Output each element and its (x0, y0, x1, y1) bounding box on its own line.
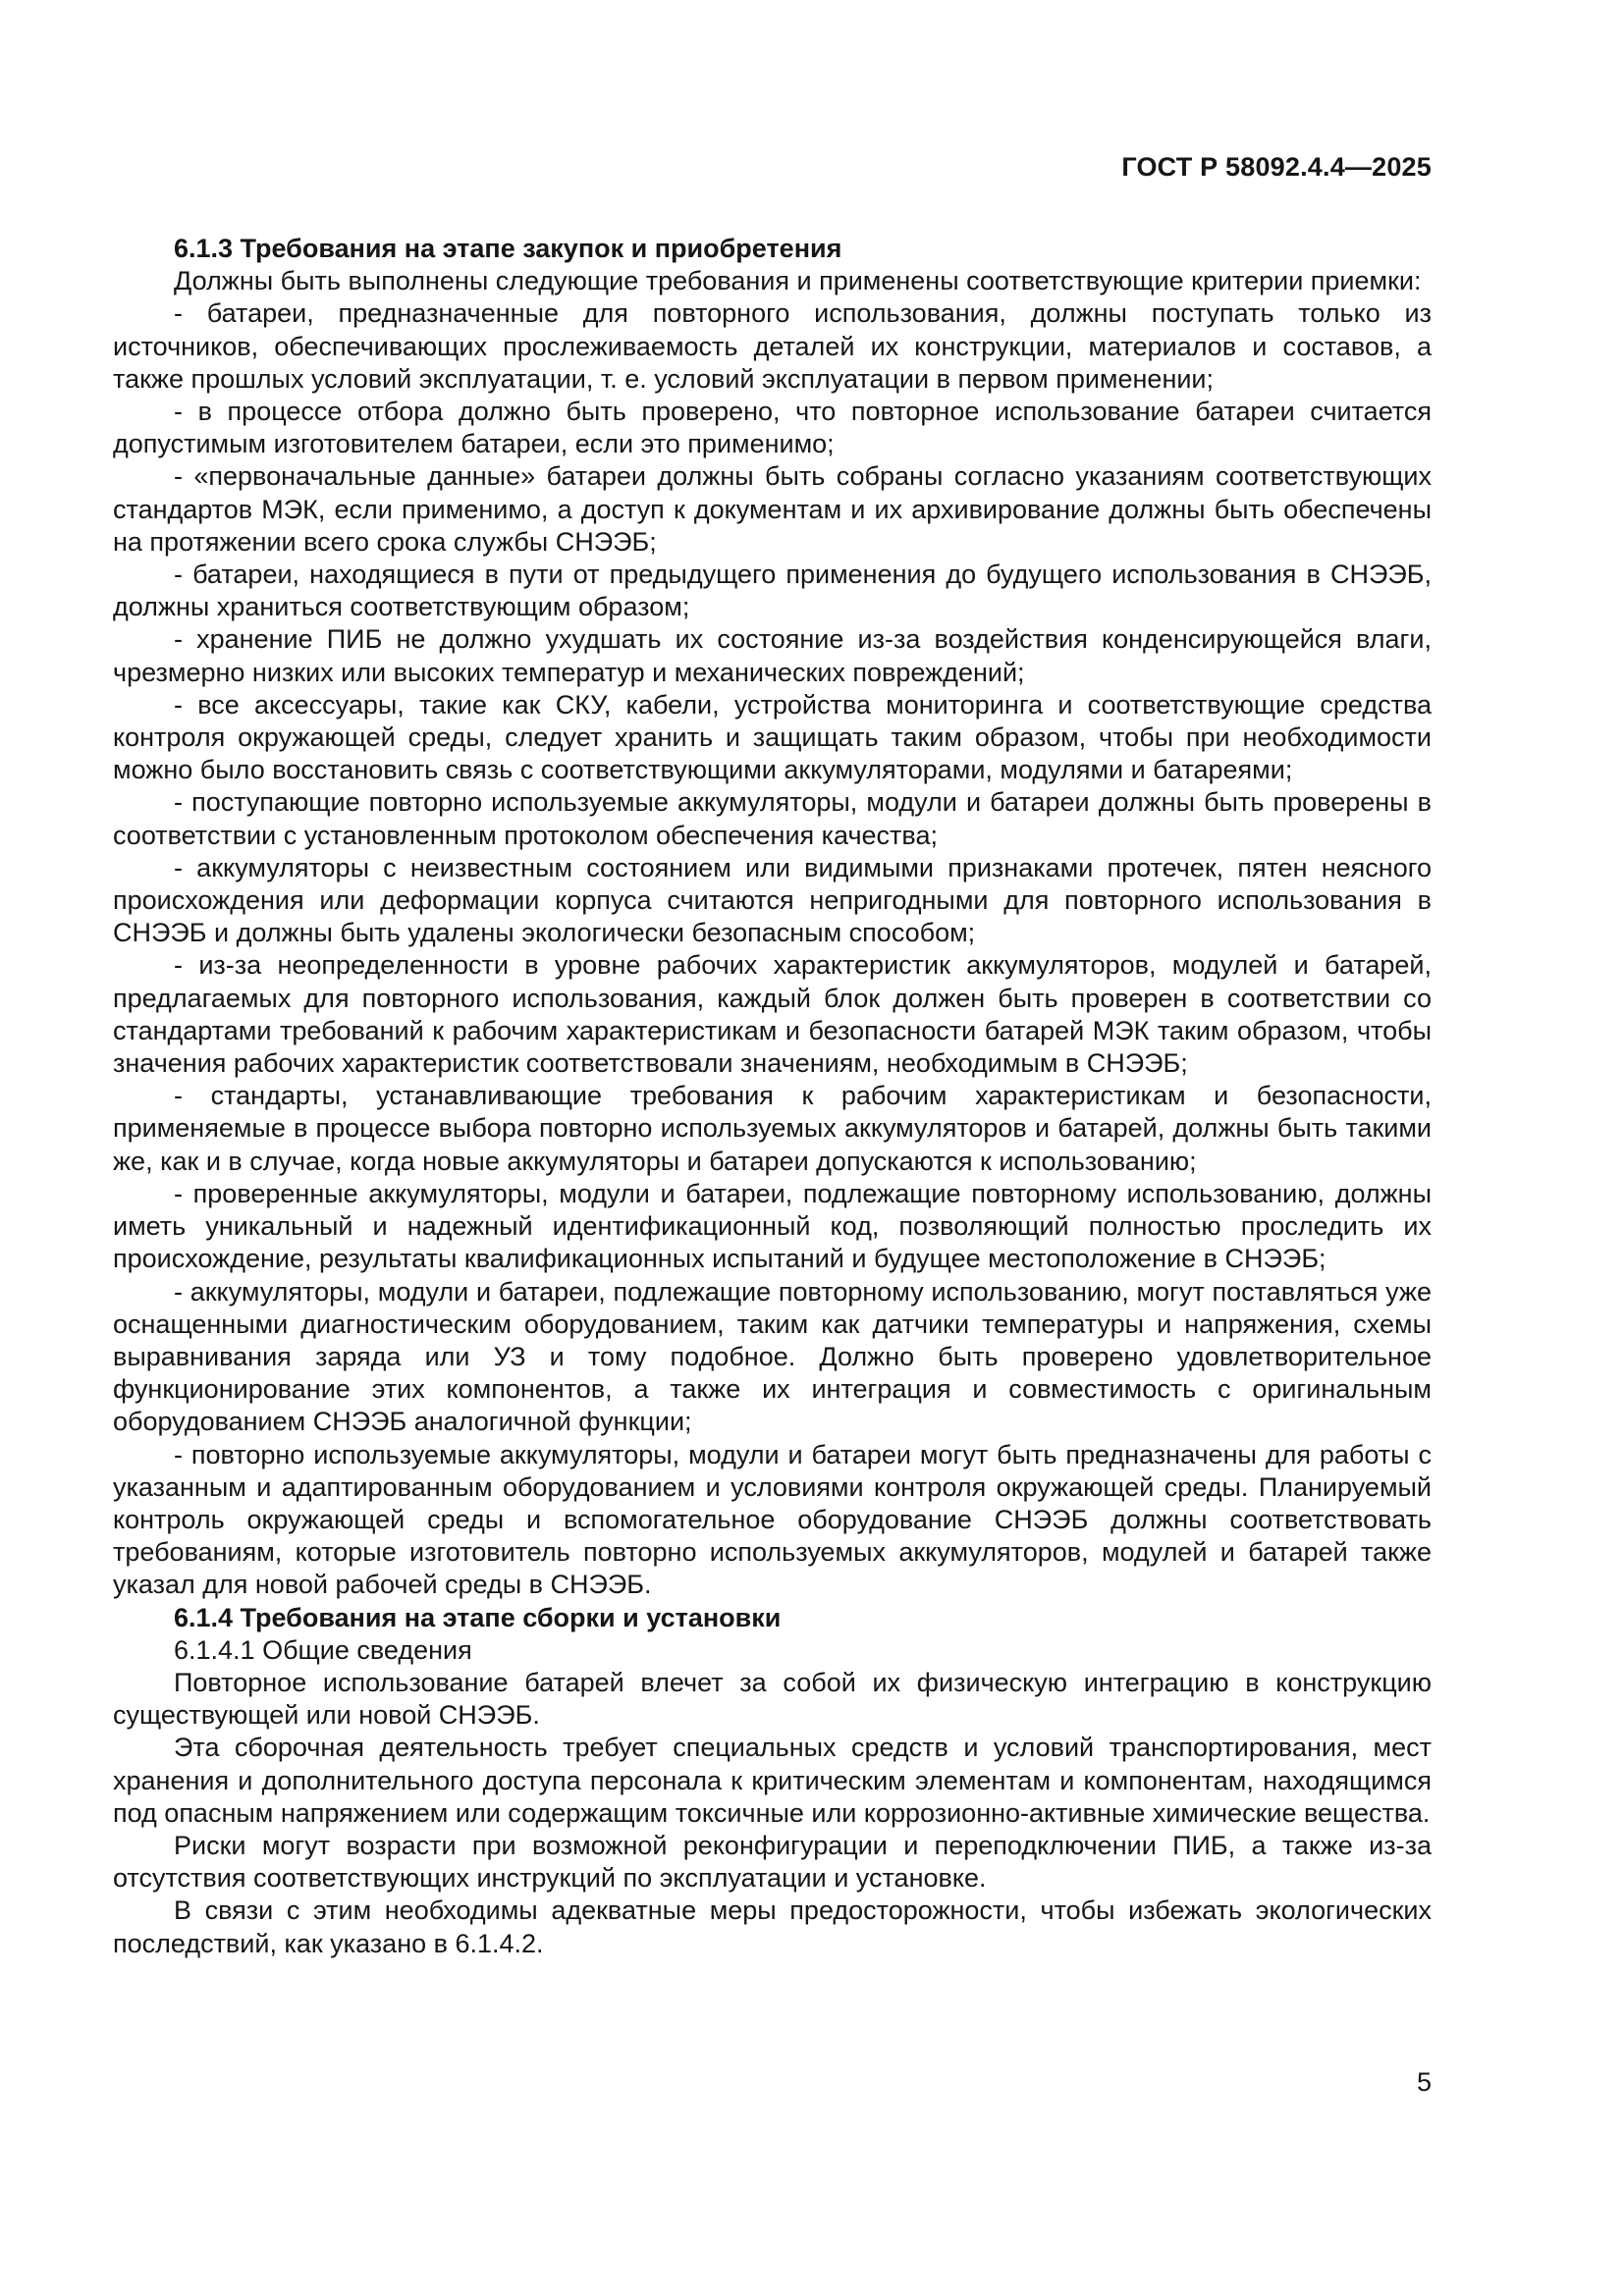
paragraph: - поступающие повторно используемые аккумуляторы, модули и батареи должны быть проверены в соответствии с установленным протоколом обеспечения качества; (113, 787, 1432, 850)
paragraph: - повторно используемые аккумуляторы, модули и батареи могут быть предназначены для работы с указанным и адаптированным оборудованием и условиями контроля окружающей среды. Планируемый контроль окружающей среды и вспомогательное оборудование СНЭЭБ должны соответствовать требованиям, которые изготовитель повторно используемых аккумуляторов, модулей и батарей также указал для новой рабочей среды в СНЭЭБ. (113, 1439, 1432, 1600)
paragraph: Должны быть выполнены следующие требования и применены соответствующие критерии приемки: (174, 266, 1422, 296)
page-number: 5 (1416, 2067, 1432, 2097)
standard-code-header: ГОСТ Р 58092.4.4—2025 (1121, 152, 1432, 182)
paragraph: - из-за неопределенности в уровне рабочих характеристик аккумуляторов, модулей и батарей, предлагаемых для повторного использования, каждый блок должен быть проверен в соответствии со стандартами требований к рабочим характеристикам и безопасности батарей МЭК таким образом, чтобы значения рабочих характеристик соответствовали значениям, необходимым в СНЭЭБ; (113, 950, 1432, 1079)
document-body (113, 233, 1432, 1960)
paragraph: - аккумуляторы с неизвестным состоянием или видимыми признаками протечек, пятен неясного происхождения или деформации корпуса считаются непригодными для повторного использования в СНЭЭБ и должны быть удалены экологически безопасным способом; (113, 852, 1432, 948)
paragraph: - все аксессуары, такие как СКУ, кабели, устройства мониторинга и соответствующие средства контроля окружающей среды, следует хранить и защищать таким образом, чтобы при необходимости можно было восстановить связь с соответствующими аккумуляторами, модулями и батареями; (113, 689, 1432, 785)
paragraph: - аккумуляторы, модули и батареи, подлежащие повторному использованию, могут поставляться уже оснащенными диагностическим оборудованием, таким как датчики температуры и напряжения, схемы выравнивания заряда или УЗ и тому подобное. Должно быть проверено удовлетворительное функционирование этих компонентов, а также их интеграция и совместимость с оригинальным оборудованием СНЭЭБ аналогичной функции; (113, 1276, 1432, 1437)
paragraph: - батареи, находящиеся в пути от предыдущего применения до будущего использования в СНЭЭБ, должны храниться соответствующим образом; (113, 560, 1432, 622)
paragraph: - хранение ПИБ не должно ухудшать их состояние из-за воздействия конденсирующейся влаги, чрезмерно низких или высоких температур и механических повреждений; (113, 624, 1432, 687)
paragraph: Эта сборочная деятельность требует специальных средств и условий транспортирования, мест хранения и дополнительного доступа персонала к критическим элементам и компонентам, находящимся под опасным напряжением или содержащим токсичные или коррозионно-активные химические вещества. (113, 1733, 1432, 1828)
paragraph: - батареи, предназначенные для повторного использования, должны поступать только из источников, обеспечивающих прослеживаемость деталей их конструкции, материалов и составов, а также прошлых условий эксплуатации, т. е. условий эксплуатации в первом применении; (113, 298, 1432, 394)
section-heading: 6.1.4 Требования на этапе сборки и установки (174, 1602, 782, 1632)
paragraph: - проверенные аккумуляторы, модули и батареи, подлежащие повторному использованию, должны иметь уникальный и надежный идентификационный код, позволяющий полностью проследить их происхождение, результаты квалификационных испытаний и будущее местоположение в СНЭЭБ; (113, 1178, 1432, 1274)
paragraph: - стандарты, устанавливающие требования к рабочим характеристикам и безопасности, применяемые в процессе выбора повторно используемых аккумуляторов и батарей, должны быть такими же, как и в случае, когда новые аккумуляторы и батареи допускаются к использованию; (113, 1081, 1432, 1176)
paragraph: - в процессе отбора должно быть проверено, что повторное использование батареи считается допустимым изготовителем батареи, если это применимо; (113, 397, 1432, 459)
paragraph: Повторное использование батарей влечет за собой их физическую интеграцию в конструкцию существующей или новой СНЭЭБ. (113, 1667, 1432, 1731)
paragraph: 6.1.4.1 Общие сведения (174, 1634, 472, 1665)
paragraph: - «первоначальные данные» батареи должны быть собраны согласно указаниям соответствующих стандартов МЭК, если применимо, а доступ к документам и их архивирование должны быть обеспечены на протяжении всего срока службы СНЭЭБ; (113, 461, 1432, 557)
paragraph: В связи с этим необходимы адекватные меры предосторожности, чтобы избежать экологических последствий, как указано в 6.1.4.2. (113, 1896, 1432, 1958)
section-heading: 6.1.3 Требования на этапе закупок и приобретения (174, 234, 842, 263)
paragraph: Риски могут возрасти при возможной реконфигурации и переподключении ПИБ, а также из-за отсутствия соответствующих инструкций по эксплуатации и установке. (113, 1830, 1432, 1894)
